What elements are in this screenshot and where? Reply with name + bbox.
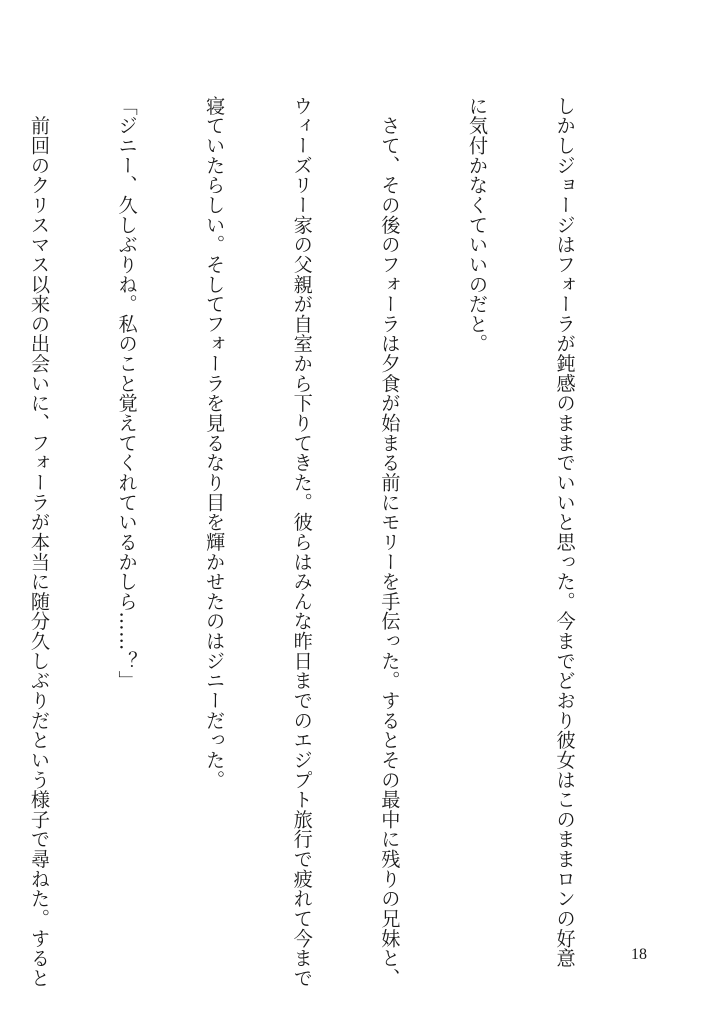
vertical-body-text xyxy=(27,96,638,988)
text-line: 前回のクリスマス以来の出会いに、フォーラが本当に随分久しぶりだという様子で尋ねた。すると xyxy=(27,96,51,988)
page-number: 18 xyxy=(631,946,647,963)
text-line: しかしジョージはフォーラが鈍感のままでいいと思った。今までどおり彼女はこのままロンの好意 xyxy=(553,96,577,969)
text-line: ウィーズリー家の父親が自室から下りてきた。彼らはみんな昨日までのエジプト旅行で疲れて今まで xyxy=(290,96,314,988)
text-line: さて、その後のフォーラは夕食が始まる前にモリーを手伝った。するとその最中に残りの兄妹と、 xyxy=(378,96,402,988)
text-line: 「ジニー、久しぶりね。私のこと覚えてくれているかしら……？」 xyxy=(115,96,139,691)
text-line: 寝ていたらしい。そしてフォーラを見るなり目を輝かせたのはジニーだった。 xyxy=(203,96,227,790)
text-line: に気付かなくていいのだと。 xyxy=(465,96,489,354)
